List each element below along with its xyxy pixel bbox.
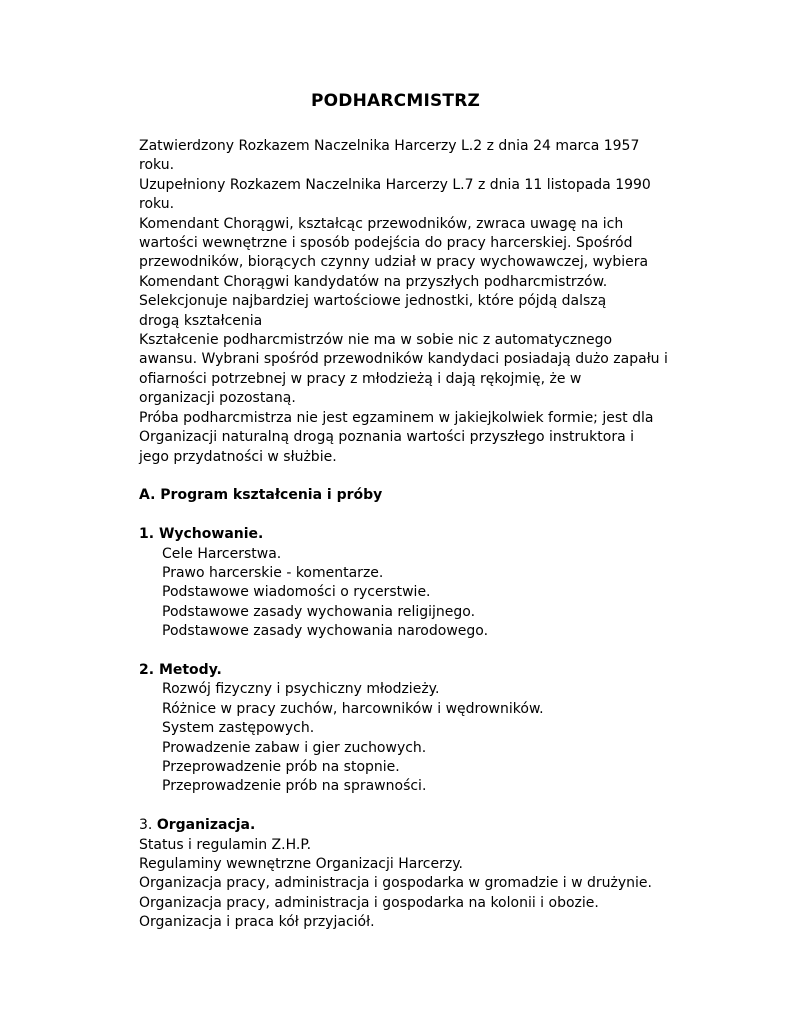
page-title: PODHARCMISTRZ [310,91,481,111]
list-item: Rozwój fizyczny i psychiczny młodzieży. [162,681,440,698]
text-line: przewodników, biorących czynny udział w pracy wychowawczej, wybiera [139,254,649,271]
section-3 [139,816,669,932]
section-2-heading [139,661,669,680]
list-item: Regulaminy wewnętrzne Organizacji Harcerzy. [139,855,463,872]
text-line: Organizacji naturalną drogą poznania wartości przyszłego instruktora i [139,429,635,446]
section-number: 2. [139,661,159,678]
spacer [139,797,669,816]
section-title: Wychowanie. [158,526,264,543]
section-number: 3. [139,817,157,834]
list-item: Różnice w pracy zuchów, harcowników i wędrowników. [162,700,544,717]
section-3-heading [139,816,669,835]
document-body [139,137,669,933]
text-line: roku. [139,157,175,174]
text-line: ofiarności potrzebnej w pracy z młodzieżą i dają rękojmię, że w [139,370,582,387]
text-line: wartości wewnętrzne i sposób podejścia do pracy harcerskiej. Spośród [139,235,633,252]
list-item: Podstawowe zasady wychowania narodowego. [162,623,489,640]
list-item: Organizacja i praca kół przyjaciół. [139,914,375,931]
list-item: Prawo harcerskie - komentarze. [162,564,384,581]
section-a-heading: A. Program kształcenia i próby [139,487,383,504]
list-item: Status i regulamin Z.H.P. [139,836,312,853]
text-line: jego przydatności w służbie. [139,448,337,465]
section-title: Metody. [158,661,222,678]
section-number: 1. [139,526,159,543]
text-line: Komendant Chorągwi kandydatów na przyszłych podharcmistrzów. [139,273,608,290]
list-item: Podstawowe zasady wychowania religijnego. [162,603,476,620]
list-item: Przeprowadzenie prób na sprawności. [162,778,427,795]
text-line: roku. [139,196,175,213]
spacer [139,642,669,661]
text-line: Selekcjonuje najbardziej wartościowe jednostki, które pójdą dalszą [139,293,607,310]
text-line: drogą kształcenia [139,312,263,329]
spacer [139,467,669,486]
section-1-heading [139,525,669,544]
list-item: Organizacja pracy, administracja i gospodarka w gromadzie i w drużynie. [139,875,652,892]
intro-paragraph [139,137,669,467]
list-item: Podstawowe wiadomości o rycerstwie. [162,584,431,601]
text-line: Komendant Chorągwi, kształcąc przewodników, zwraca uwagę na ich [139,215,624,232]
list-item: Prowadzenie zabaw i gier zuchowych. [162,739,427,756]
list-item: Organizacja pracy, administracja i gospodarka na kolonii i obozie. [139,894,599,911]
list-item: Cele Harcerstwa. [162,545,282,562]
text-line: Uzupełniony Rozkazem Naczelnika Harcerzy L.7 z dnia 11 listopada 1990 [139,176,651,193]
text-line: Zatwierdzony Rozkazem Naczelnika Harcerzy L.2 z dnia 24 marca 1957 [139,138,640,154]
text-line: Kształcenie podharcmistrzów nie ma w sobie nic z automatycznego [139,332,613,349]
text-line: organizacji pozostaną. [139,390,296,407]
list-item: Przeprowadzenie prób na stopnie. [162,758,400,775]
text-line: awansu. Wybrani spośród przewodników kandydaci posiadają dużo zapału i [139,351,668,368]
section-2 [139,661,669,797]
section-title: Organizacja. [156,817,256,834]
list-item: System zastępowych. [162,720,315,737]
text-line: Próba podharcmistrza nie jest egzaminem w jakiejkolwiek formie; jest dla [139,409,654,426]
section-1 [139,525,669,641]
spacer [139,506,669,525]
